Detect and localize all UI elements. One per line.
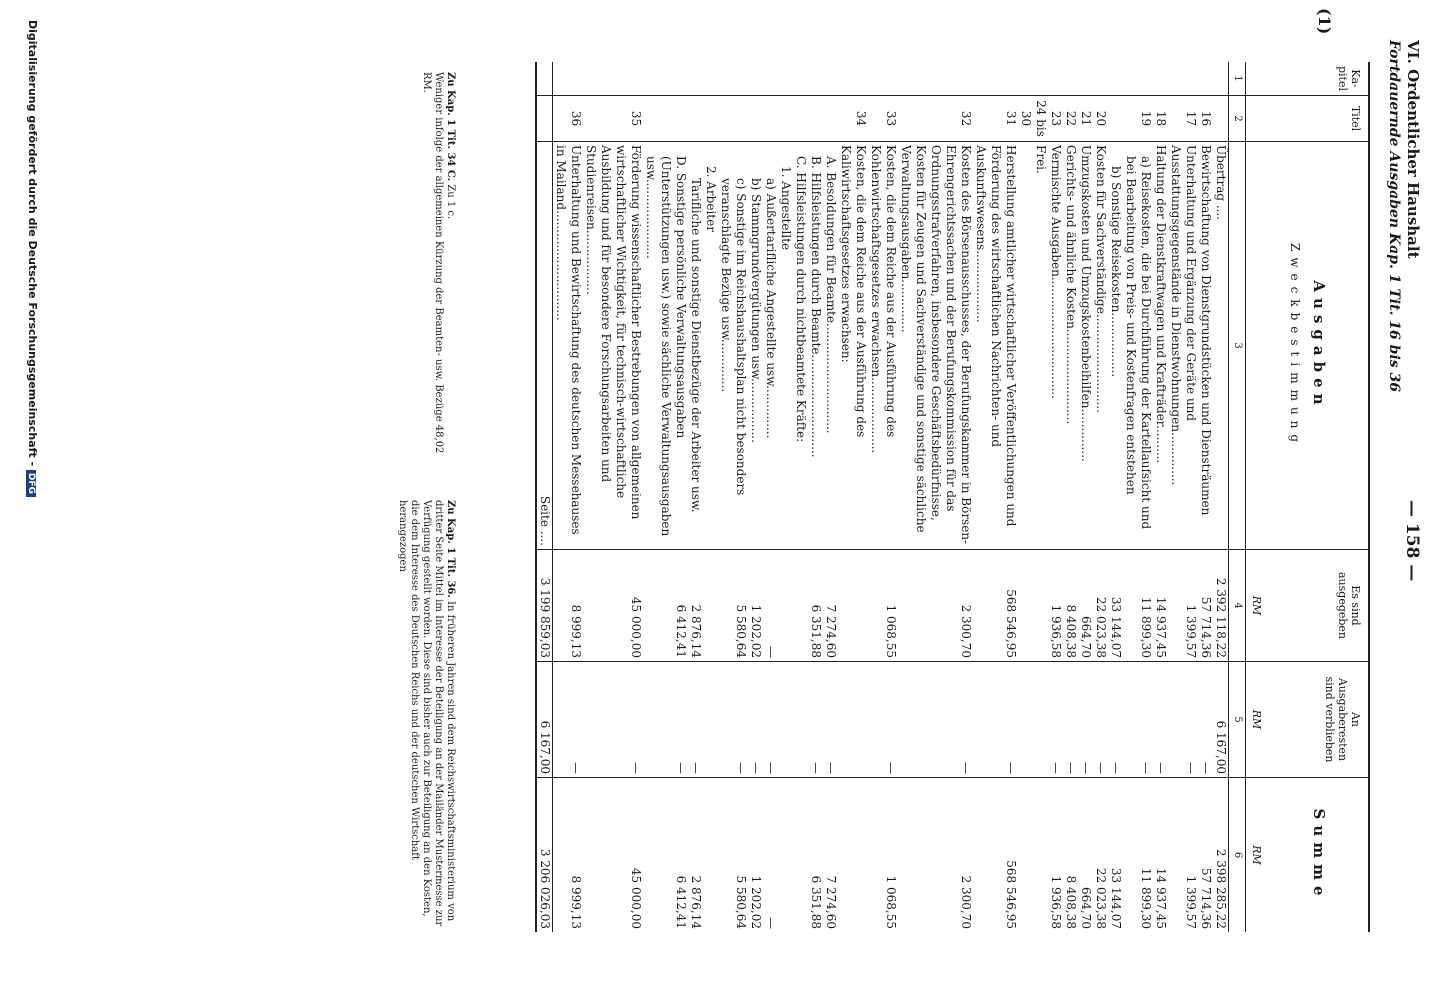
ausgegeben-cell bbox=[1018, 550, 1048, 662]
ausgegeben-cell: 6 351,88 bbox=[808, 550, 823, 662]
resten-cell: — bbox=[868, 662, 898, 778]
ausgegeben-cell: 2 300,70 bbox=[898, 550, 973, 662]
ausgegeben-cell: 2 876,14 bbox=[688, 550, 703, 662]
resten-cell: — bbox=[553, 662, 583, 778]
zweck-cell: Haltung der Dienstkraftwagen und Krafträder.......... bbox=[1153, 142, 1168, 550]
titel-cell bbox=[778, 96, 793, 142]
titel-cell bbox=[703, 96, 718, 142]
resten-cell: — bbox=[808, 662, 823, 778]
titel-cell: 35 bbox=[583, 96, 643, 142]
resten-cell: — bbox=[1198, 662, 1213, 778]
titel-cell: 18 bbox=[1153, 96, 1168, 142]
zweck-cell: A. Besoldungen für Beamte............................. bbox=[823, 142, 838, 550]
summe-cell: 45 000,00 bbox=[629, 867, 643, 929]
table-row bbox=[1153, 62, 1168, 932]
kapitel-cell bbox=[823, 62, 838, 96]
summe-cell: 568 546,95 bbox=[1004, 860, 1018, 929]
table-row bbox=[1078, 62, 1093, 932]
ausgegeben-cell: 8 408,38 bbox=[1063, 550, 1078, 662]
ausgegeben-cell: 33 144,07 bbox=[1108, 550, 1123, 662]
col-resten-header: An Ausgaberesten sind verblieben RM bbox=[1246, 662, 1368, 778]
titel-cell: 24 bis 30 bbox=[1018, 96, 1048, 142]
zweck-cell: Herstellung amtlicher wirtschaftlicher Veröffentlichungen und Förderung des wirtschaftlichen Nachrichten- und Auskunftswesens................... bbox=[973, 142, 1018, 550]
titel-cell: 17 bbox=[1168, 96, 1198, 142]
ausgegeben-cell: 8 999,13 bbox=[553, 550, 583, 662]
table-row bbox=[793, 62, 808, 932]
titel-cell bbox=[1108, 96, 1123, 142]
ausgegeben-cell: — bbox=[763, 550, 778, 662]
zweck-cell: b) Stammgrundvergütungen usw................. bbox=[748, 142, 763, 550]
table-row bbox=[1063, 62, 1078, 932]
summe-cell: 2 300,70 bbox=[959, 875, 973, 929]
titel-cell bbox=[1213, 96, 1228, 142]
titel-cell: 21 bbox=[1078, 96, 1093, 142]
kapitel-cell bbox=[583, 62, 643, 96]
kapitel-cell bbox=[898, 62, 973, 96]
kapitel-cell bbox=[643, 62, 688, 96]
kapitel-cell bbox=[1078, 62, 1093, 96]
resten-cell: — bbox=[718, 662, 748, 778]
resten-cell bbox=[703, 662, 718, 778]
total-label: Seite .... bbox=[537, 142, 552, 550]
col-titel-header: Titel bbox=[1246, 96, 1368, 142]
resten-cell: — bbox=[1093, 662, 1108, 778]
summe-cell: 1 936,58 bbox=[1049, 875, 1063, 929]
kapitel-cell bbox=[748, 62, 763, 96]
footnote-left: Zu Kap. 1 Tit. 34 C. Zu 1 c. Weniger infolge der allgemeinen Kürzung der Beamten- usw. Bezüge 48,02 RM. bbox=[421, 72, 456, 454]
zweck-cell: Kosten, die dem Reiche aus der Ausführung des Kaliwirtschaftsgesetzes erwachsen: bbox=[838, 142, 868, 550]
summe-cell: 11 899,30 bbox=[1139, 867, 1153, 929]
summe-cell: 8 408,38 bbox=[1064, 875, 1078, 929]
summe-cell bbox=[703, 778, 718, 932]
titel-cell bbox=[793, 96, 808, 142]
zweck-cell: Kosten, die dem Reiche aus der Ausführung des Kohlenwirtschaftsgesetzes erwachsen.................... bbox=[868, 142, 898, 550]
titel-cell: 33 bbox=[868, 96, 898, 142]
summe-cell: 8 999,13 bbox=[569, 875, 583, 929]
kapitel-cell bbox=[1168, 62, 1198, 96]
resten-cell bbox=[778, 662, 793, 778]
titel-cell bbox=[718, 96, 748, 142]
zweck-cell: 1. Angestellte bbox=[778, 142, 793, 550]
zweck-cell: a) Außertarifliche Angestellte usw.............. bbox=[763, 142, 778, 550]
ausgegeben-cell: 11 899,30 bbox=[1123, 550, 1153, 662]
summe-cell: 5 580,64 bbox=[734, 875, 748, 929]
titel-cell bbox=[643, 96, 688, 142]
table-row bbox=[1018, 62, 1048, 932]
summe-cell: 57 714,36 bbox=[1199, 867, 1213, 929]
resten-cell: 6 167,00 bbox=[1213, 662, 1228, 778]
section-subheading: Fortdauernde Ausgaben Kap. 1 Tit. 16 bis 36 bbox=[1386, 40, 1402, 393]
table-row bbox=[898, 62, 973, 932]
table-row bbox=[688, 62, 703, 932]
table-row bbox=[808, 62, 823, 932]
page-number: — 158 — bbox=[1402, 500, 1422, 582]
zweck-cell: Übertrag .... bbox=[1213, 142, 1228, 550]
titel-cell bbox=[808, 96, 823, 142]
section-heading: VI. Ordentlicher Haushalt bbox=[1404, 40, 1422, 259]
kapitel-cell bbox=[553, 62, 583, 96]
table-row bbox=[1198, 62, 1213, 932]
resten-cell: — bbox=[688, 662, 703, 778]
table-row bbox=[703, 62, 718, 932]
resten-cell: — bbox=[1123, 662, 1153, 778]
summe-cell bbox=[838, 778, 868, 932]
resten-cell: — bbox=[973, 662, 1018, 778]
ausgegeben-cell: 568 546,95 bbox=[973, 550, 1018, 662]
ausgegeben-cell: 22 023,38 bbox=[1093, 550, 1108, 662]
total-resten: 6 167,00 bbox=[537, 662, 552, 778]
kapitel-cell bbox=[1198, 62, 1213, 96]
kapitel-cell bbox=[868, 62, 898, 96]
kapitel-cell bbox=[1108, 62, 1123, 96]
zweck-cell: b) Sonstige Reisekosten................. bbox=[1108, 142, 1123, 550]
zweck-cell: 2. Arbeiter bbox=[703, 142, 718, 550]
resten-cell: — bbox=[643, 662, 688, 778]
col-ausgegeben-header: Es sind ausgegeben RM bbox=[1246, 550, 1368, 662]
zweck-cell: Vermischte Ausgaben................................ bbox=[1048, 142, 1063, 550]
zweck-cell: a) Reisekosten, die bei Durchführung der Kartellaufsicht und bei Bearbeitung von Preis- und Kostenfragen entstehen bbox=[1123, 142, 1153, 550]
col-zweck-header bbox=[1246, 142, 1368, 550]
table-row bbox=[823, 62, 838, 932]
summe-cell: 2 876,14 bbox=[689, 875, 703, 929]
total-row bbox=[537, 62, 553, 932]
zweck-cell: Gerichts- und ähnliche Kosten......................... bbox=[1063, 142, 1078, 550]
summe-cell: 33 144,07 bbox=[1109, 867, 1123, 929]
kapitel-cell bbox=[973, 62, 1018, 96]
resten-cell: — bbox=[1168, 662, 1198, 778]
kapitel-cell bbox=[793, 62, 808, 96]
kapitel-cell bbox=[1123, 62, 1153, 96]
titel-cell bbox=[748, 96, 763, 142]
budget-table bbox=[535, 62, 1370, 932]
resten-cell: — bbox=[1153, 662, 1168, 778]
kapitel-cell bbox=[1063, 62, 1078, 96]
resten-cell: — bbox=[1108, 662, 1123, 778]
table-row bbox=[643, 62, 688, 932]
zweck-cell: Bewirtschaftung von Dienstgrundstücken und Diensträumen bbox=[1198, 142, 1213, 550]
kapitel-cell bbox=[808, 62, 823, 96]
ausgegeben-cell bbox=[703, 550, 718, 662]
zweck-cell: B. Hilfsleistungen durch Beamte........................... bbox=[808, 142, 823, 550]
footnote-right: Zu Kap. 1 Tit. 36. In früheren Jahren sind dem Reichswirtschaftsministerium von dritter Seite Mittel im Interesse der Beteiligung an der Mailänder Mustermesse zur Verfügung gestellt worden. Diese sind bisher auch zur Beteiligung an den Kosten, die dem Interesse des Deutschen Reichs und der deutschen Wirtschaft herangezogen bbox=[397, 500, 456, 927]
resten-cell: — bbox=[583, 662, 643, 778]
kapitel-cell bbox=[838, 62, 868, 96]
table-row bbox=[868, 62, 898, 932]
kapitel-cell bbox=[703, 62, 718, 96]
table-row bbox=[718, 62, 748, 932]
zweck-cell: c) Sonstige im Reichshaushaltsplan nicht besonders veranschlagte Bezüge usw.............. bbox=[718, 142, 748, 550]
total-summe: 3 206 026,03 bbox=[538, 848, 552, 929]
titel-cell: 31 bbox=[973, 96, 1018, 142]
zweck-cell: D. Sonstige persönliche Verwaltungsausgaben (Unterstützungen usw.) sowie sächliche Verwaltungsausgaben usw..................... bbox=[643, 142, 688, 550]
zweck-cell: Unterhaltung und Ergänzung der Geräte und Ausstattungsgegenstände in Dienstwohnungen.............. bbox=[1168, 142, 1198, 550]
titel-cell bbox=[823, 96, 838, 142]
ausgegeben-cell: 14 937,45 bbox=[1153, 550, 1168, 662]
ausgegeben-cell bbox=[778, 550, 793, 662]
ausgegeben-cell: 664,70 bbox=[1078, 550, 1093, 662]
table-body bbox=[553, 62, 1228, 932]
titel-cell: 36 bbox=[553, 96, 583, 142]
kapitel-cell bbox=[1093, 62, 1108, 96]
summe-cell: 22 023,38 bbox=[1094, 867, 1108, 929]
kapitel-cell bbox=[1153, 62, 1168, 96]
summe-cell: 664,70 bbox=[1079, 887, 1093, 929]
titel-cell: 16 bbox=[1198, 96, 1213, 142]
table-row bbox=[553, 62, 583, 932]
summe-cell: 2 398 285,22 bbox=[1214, 848, 1228, 929]
summe-cell bbox=[778, 778, 793, 932]
ausgegeben-cell bbox=[838, 550, 868, 662]
resten-cell: — bbox=[763, 662, 778, 778]
column-numbers: 1 2 3 4 5 6 bbox=[1228, 62, 1245, 932]
table-row bbox=[1213, 62, 1228, 932]
ausgegeben-cell: 1 399,57 bbox=[1168, 550, 1198, 662]
kapitel-cell bbox=[1213, 62, 1228, 96]
titel-cell: 23 bbox=[1048, 96, 1063, 142]
ausgaben-heading: Ausgaben bbox=[1310, 280, 1328, 411]
summe-cell: — bbox=[764, 917, 778, 929]
titel-cell: 20 bbox=[1093, 96, 1108, 142]
kapitel-cell bbox=[763, 62, 778, 96]
ausgegeben-cell: 1 068,55 bbox=[868, 550, 898, 662]
dfg-logo: DFG bbox=[26, 470, 36, 497]
titel-cell: 34 bbox=[838, 96, 868, 142]
table-row bbox=[1168, 62, 1198, 932]
table-row bbox=[1123, 62, 1153, 932]
table-row bbox=[763, 62, 778, 932]
summe-cell: 1 202,02 bbox=[749, 875, 763, 929]
resten-cell bbox=[838, 662, 868, 778]
titel-cell: 22 bbox=[1063, 96, 1078, 142]
summe-cell: 1 399,57 bbox=[1184, 875, 1198, 929]
summe-cell: 6 412,41 bbox=[674, 875, 688, 929]
kapitel-cell bbox=[1048, 62, 1063, 96]
zweck-cell: C. Hilfsleistungen durch nichtbeamtete Kräfte: bbox=[793, 142, 808, 550]
resten-cell: — bbox=[1048, 662, 1063, 778]
summe-cell: 6 351,88 bbox=[809, 875, 823, 929]
table-row bbox=[583, 62, 643, 932]
zweck-heading: Zweckbestimmung bbox=[1288, 242, 1302, 449]
kapitel-cell bbox=[1018, 62, 1048, 96]
total-ausgegeben: 3 199 859,03 bbox=[537, 550, 552, 662]
ausgegeben-cell: 6 412,41 bbox=[643, 550, 688, 662]
margin-mark: (1) bbox=[1315, 8, 1334, 35]
summe-cell bbox=[1018, 778, 1048, 932]
zweck-cell: Frei. bbox=[1018, 142, 1048, 550]
summe-cell: 7 274,60 bbox=[824, 875, 838, 929]
resten-cell: — bbox=[823, 662, 838, 778]
resten-cell bbox=[1018, 662, 1048, 778]
titel-cell bbox=[688, 96, 703, 142]
zweck-cell: Kosten des Börsenausschusses, der Berufungskammer in Börsen-Ehrengerichtssachen und der Berufungskommission für das Ordnungsstrafverfahren, insbesondere Geschäftsbedürfnisse, Kosten für Zeugen und Sachverständige und sonstige sächliche Verwaltungsausgaben.............. bbox=[898, 142, 973, 550]
kapitel-cell bbox=[688, 62, 703, 96]
zweck-cell: Unterhaltung und Bewirtschaftung des deutschen Messehauses in Mailand............................. bbox=[553, 142, 583, 550]
titel-cell: 32 bbox=[898, 96, 973, 142]
resten-cell: — bbox=[1063, 662, 1078, 778]
summe-cell: 1 068,55 bbox=[884, 875, 898, 929]
table-header bbox=[1245, 62, 1368, 932]
summe-cell bbox=[793, 778, 808, 932]
titel-cell: 19 bbox=[1123, 96, 1153, 142]
table-row bbox=[838, 62, 868, 932]
ausgegeben-cell: 1 202,02 bbox=[748, 550, 763, 662]
table-row bbox=[778, 62, 793, 932]
table-row bbox=[973, 62, 1018, 932]
ausgegeben-cell bbox=[793, 550, 808, 662]
table-row bbox=[748, 62, 763, 932]
ausgegeben-cell: 1 936,58 bbox=[1048, 550, 1063, 662]
zweck-cell: Kosten für Sachverständige.......................... bbox=[1093, 142, 1108, 550]
ausgegeben-cell: 7 274,60 bbox=[823, 550, 838, 662]
zweck-cell: Förderung wissenschaftlicher Bestrebungen von allgemeinen wirtschaftlicher Wichtigkeit, für technisch-wirtschaftliche Ausbildung und für besondere Forschungsarbeiten und Studienreisen................. bbox=[583, 142, 643, 550]
zweck-cell: Umzugskosten und Umzugskostenbeihilfen.............. bbox=[1078, 142, 1093, 550]
ausgegeben-cell: 5 580,64 bbox=[718, 550, 748, 662]
kapitel-cell bbox=[778, 62, 793, 96]
titel-cell bbox=[763, 96, 778, 142]
kapitel-cell bbox=[718, 62, 748, 96]
table-row bbox=[1048, 62, 1063, 932]
zweck-cell: Tarifliche und sonstige Dienstbezüge der Arbeiter usw. bbox=[688, 142, 703, 550]
resten-cell bbox=[793, 662, 808, 778]
table-row bbox=[1093, 62, 1108, 932]
resten-cell: — bbox=[1078, 662, 1093, 778]
ausgegeben-cell: 45 000,00 bbox=[583, 550, 643, 662]
resten-cell: — bbox=[898, 662, 973, 778]
ausgegeben-cell: 57 714,36 bbox=[1198, 550, 1213, 662]
table-row bbox=[1108, 62, 1123, 932]
col-kapitel-header: Ka- pitel bbox=[1246, 62, 1368, 96]
digitization-note: Digitalisierung gefördert durch die Deutsche Forschungsgemeinschaft - DFG bbox=[26, 20, 39, 980]
col-summe-header: Summe RM bbox=[1250, 808, 1328, 902]
ausgegeben-cell: 2 392 118,22 bbox=[1213, 550, 1228, 662]
summe-cell: 14 937,45 bbox=[1154, 867, 1168, 929]
resten-cell: — bbox=[748, 662, 763, 778]
